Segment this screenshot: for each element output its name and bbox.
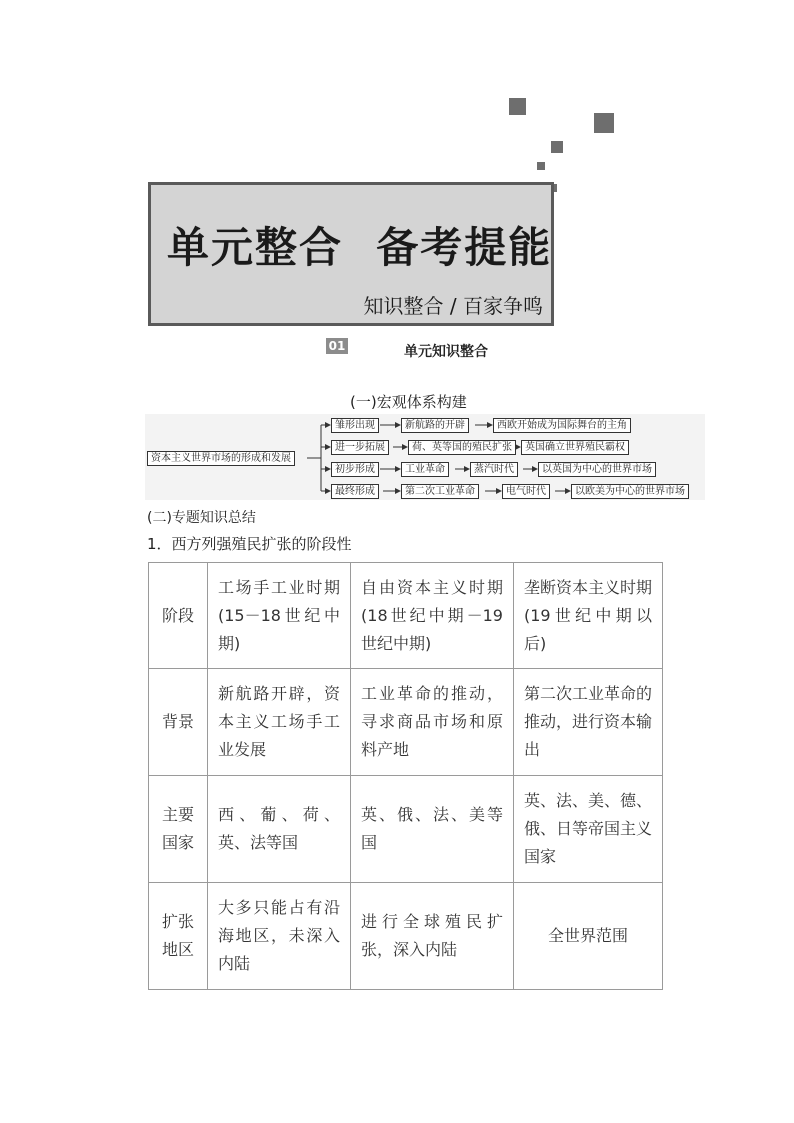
table-cell: 工场手工业时期(15－18世纪中期) (208, 563, 351, 669)
table-cell: 工业革命的推动，寻求商品市场和原料产地 (351, 669, 514, 776)
table-cell: 西、葡、荷、英、法等国 (208, 776, 351, 883)
decor-square (551, 141, 563, 153)
diagram-node: 西欧开始成为国际舞台的主角 (493, 418, 631, 433)
diagram-node: 以英国为中心的世界市场 (538, 462, 656, 477)
chapter-title: 单元整合 备考提能 (167, 223, 553, 272)
diagram-node: 最终形成 (331, 484, 379, 499)
decor-square (594, 113, 614, 133)
diagram-node: 蒸汽时代 (470, 462, 518, 477)
table-cell: 新航路开辟，资本主义工场手工业发展 (208, 669, 351, 776)
diagram-node: 新航路的开辟 (401, 418, 469, 433)
table-cell: 英、法、美、德、俄、日等帝国主义国家 (513, 776, 662, 883)
table-row (149, 563, 663, 669)
table-row (149, 776, 663, 883)
section-number-badge: 01 (326, 338, 348, 354)
table-cell: 第二次工业革命的推动，进行资本输出 (513, 669, 662, 776)
table-cell: 进行全球殖民扩张，深入内陆 (351, 883, 514, 990)
diagram-node: 初步形成 (331, 462, 379, 477)
diagram-node: 以欧美为中心的世界市场 (571, 484, 689, 499)
diagram-root: 资本主义世界市场的形成和发展 (147, 451, 295, 466)
diagram-node: 电气时代 (502, 484, 550, 499)
table-cell: 全世界范围 (513, 883, 662, 990)
diagram-node: 进一步拓展 (331, 440, 389, 455)
table-row (149, 883, 663, 990)
diagram-node: 英国确立世界殖民霸权 (521, 440, 629, 455)
table-row (149, 669, 663, 776)
diagram-node: 工业革命 (401, 462, 449, 477)
chapter-subtitle: 知识整合 / 百家争鸣 (363, 294, 543, 318)
macro-heading: (一)宏观体系构建 (350, 393, 467, 411)
diagram-node: 第二次工业革命 (401, 484, 479, 499)
macro-system-diagram (145, 414, 705, 500)
diagram-node: 荷、英等国的殖民扩张 (408, 440, 516, 455)
colonial-expansion-table (148, 562, 663, 990)
section-title: 单元知识整合 (404, 344, 488, 360)
topic-heading: (二)专题知识总结 (147, 510, 256, 526)
table-cell: 英、俄、法、美等国 (351, 776, 514, 883)
diagram-node: 雏形出现 (331, 418, 379, 433)
decor-square (537, 162, 545, 170)
table-cell: 自由资本主义时期(18世纪中期－19世纪中期) (351, 563, 514, 669)
row-header: 扩张地区 (149, 883, 208, 990)
topic-item-title: 1．西方列强殖民扩张的阶段性 (147, 535, 352, 553)
table-cell: 垄断资本主义时期(19世纪中期以后) (513, 563, 662, 669)
row-header: 背景 (149, 669, 208, 776)
chapter-banner (148, 182, 554, 326)
row-header: 阶段 (149, 563, 208, 669)
table-cell: 大多只能占有沿海地区，未深入内陆 (208, 883, 351, 990)
decor-square (509, 98, 526, 115)
row-header: 主要国家 (149, 776, 208, 883)
